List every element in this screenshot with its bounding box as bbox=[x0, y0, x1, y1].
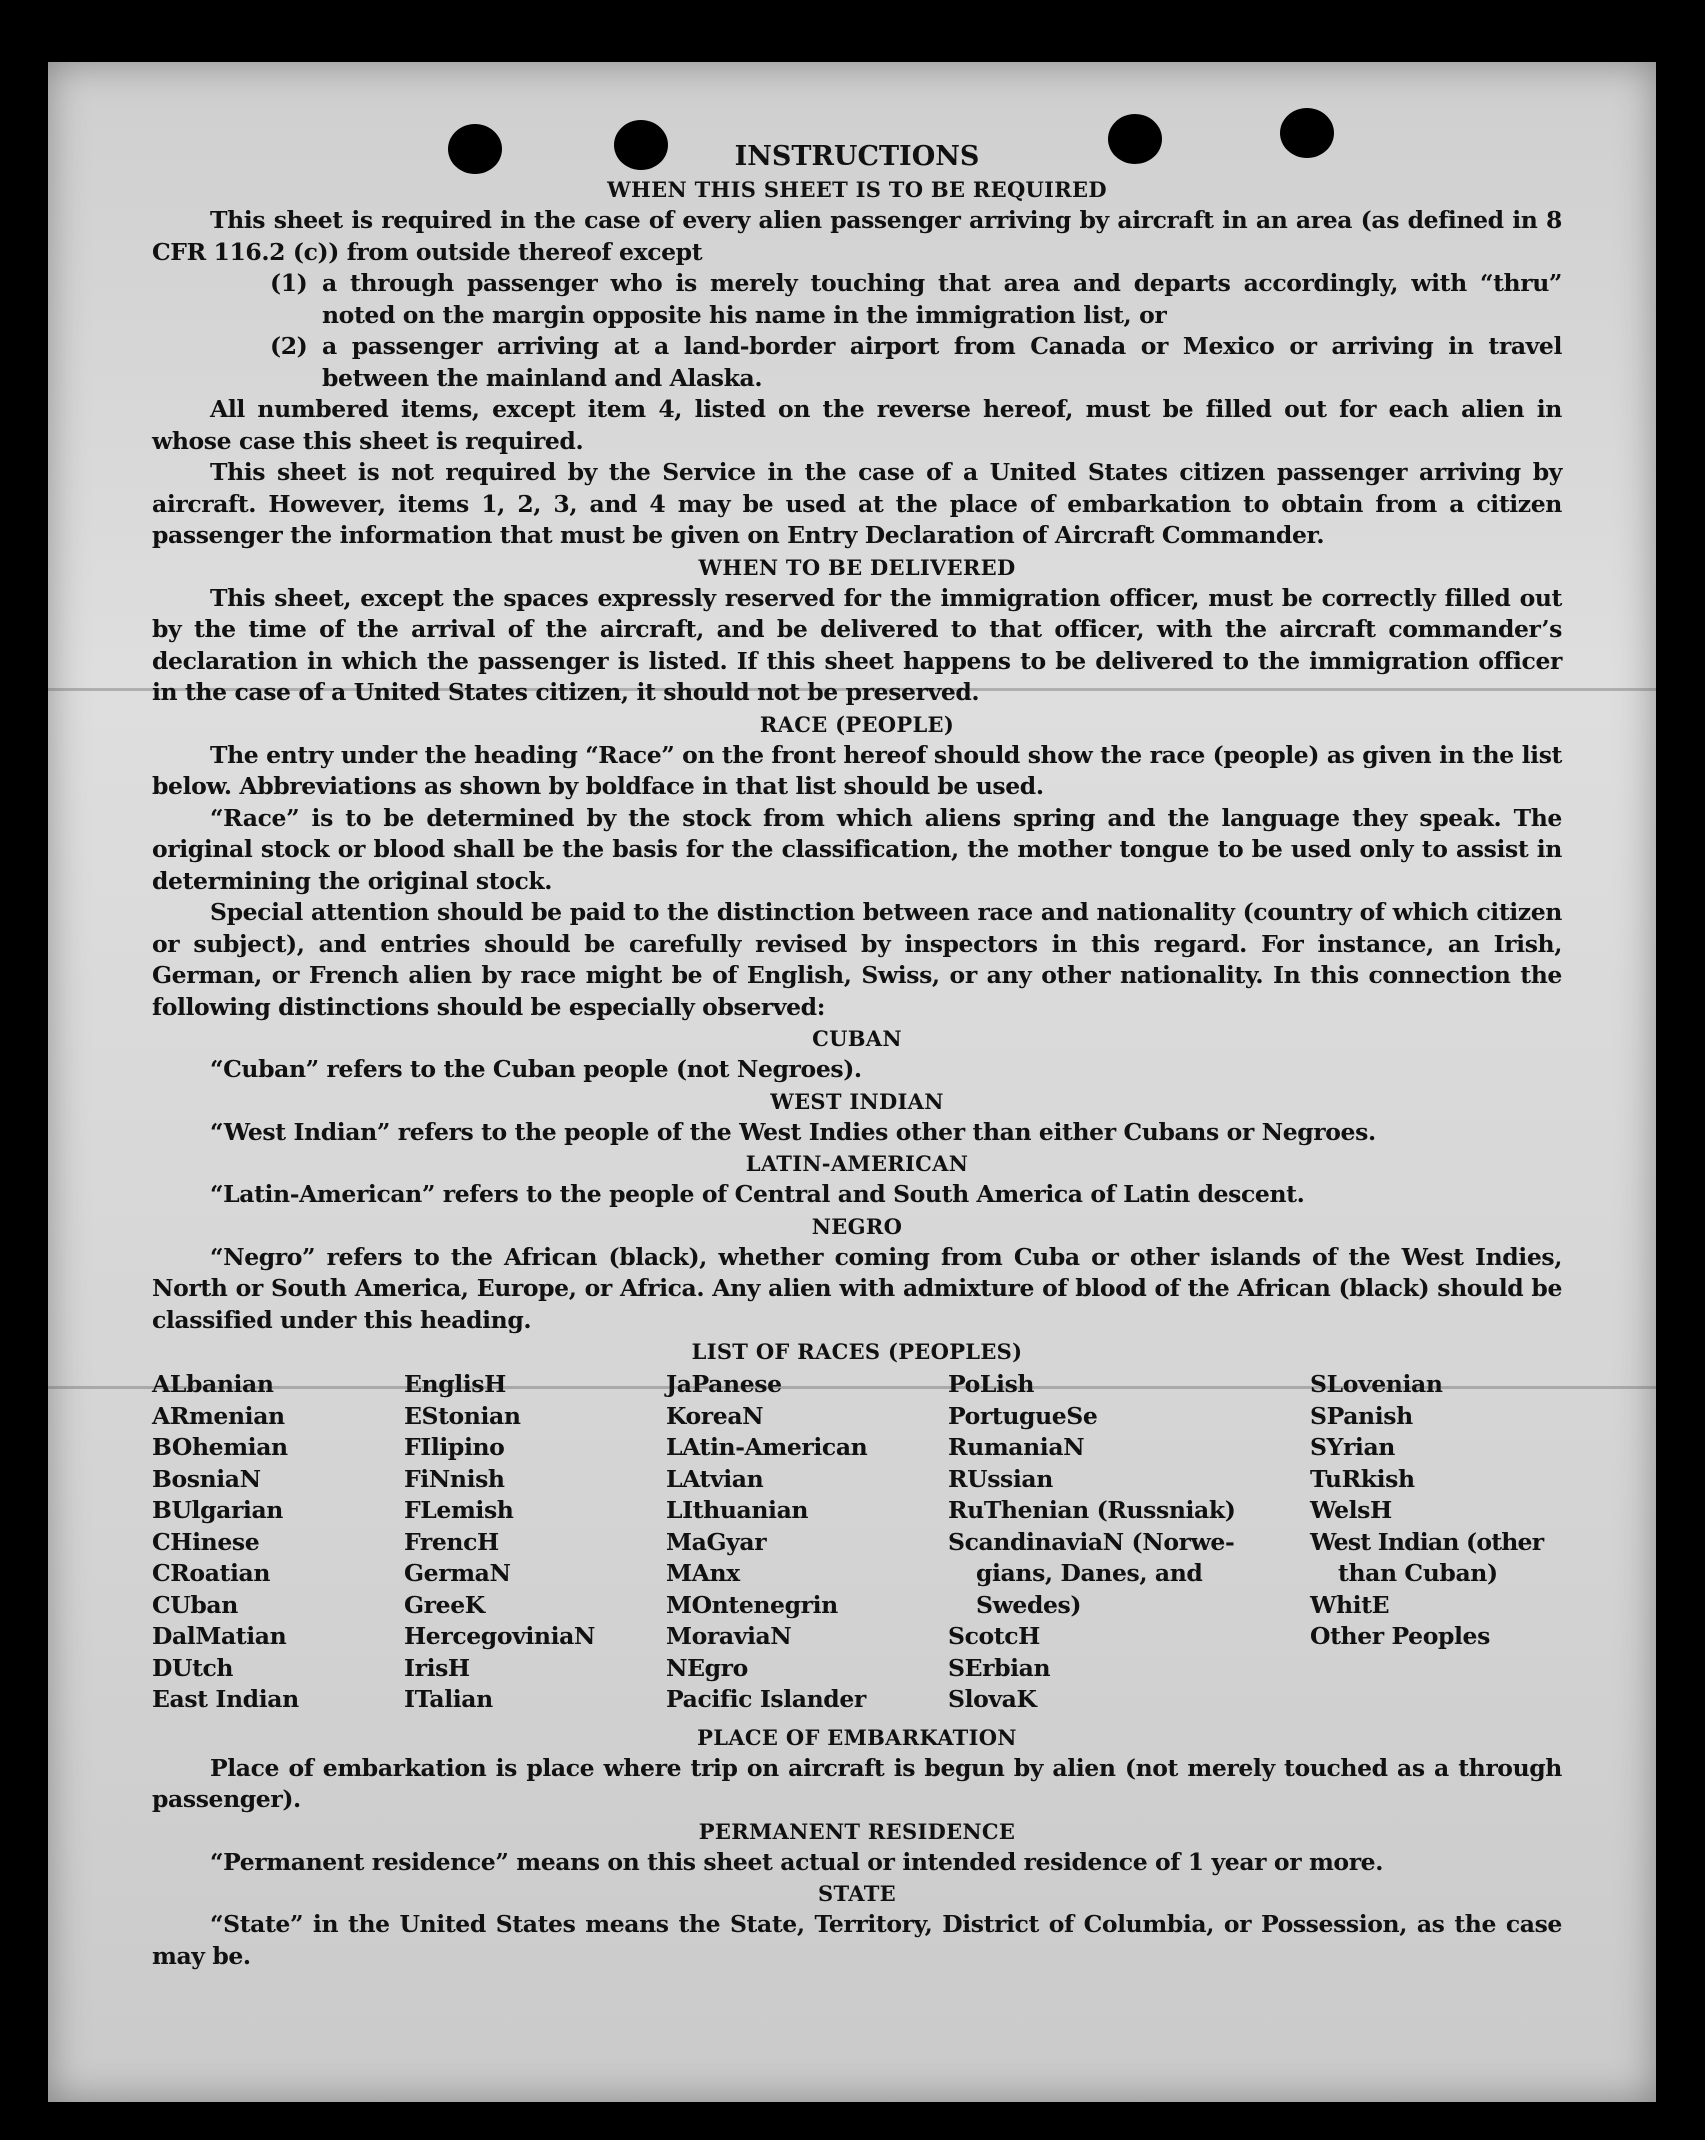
race-item: FIlipino bbox=[404, 1433, 505, 1461]
race-item: East Indian bbox=[152, 1685, 299, 1713]
paragraph: “Race” is to be determined by the stock from which aliens spring and the language they speak. The original stock or blood shall be the basis for the classification, the mother tongue to be used only to assist in determining the original stock. bbox=[152, 803, 1562, 895]
race-item: ScotcH bbox=[948, 1622, 1040, 1650]
race-item: SErbian bbox=[948, 1653, 1051, 1682]
race-item: FLemish bbox=[404, 1496, 514, 1524]
race-item: MOntenegrin bbox=[666, 1590, 838, 1619]
race-item: BOhemian bbox=[152, 1433, 288, 1461]
race-item: MaGyar bbox=[666, 1527, 767, 1556]
page-title: INSTRUCTIONS bbox=[734, 141, 980, 172]
section-heading-embarkation: PLACE OF EMBARKATION bbox=[697, 1724, 1017, 1750]
subheading-cuban: CUBAN bbox=[812, 1026, 902, 1051]
race-item: MAnx bbox=[666, 1559, 740, 1587]
race-item: LIthuanian bbox=[666, 1496, 809, 1524]
race-item: SLovenian bbox=[1310, 1370, 1443, 1398]
race-item: JaPanese bbox=[666, 1370, 782, 1398]
race-item: NEgro bbox=[666, 1653, 748, 1682]
race-item: DUtch bbox=[152, 1653, 234, 1682]
paragraph: This sheet is required in the case of every alien passenger arriving by aircraft in an area (as defined in 8 CFR 116.2 (c)) from outside thereof except bbox=[152, 206, 1562, 266]
race-item: ScandinaviaN (Norwe- bbox=[948, 1527, 1235, 1556]
item-number: (1) bbox=[270, 269, 308, 297]
race-item: WhitE bbox=[1310, 1590, 1390, 1619]
races-column-3 bbox=[666, 1369, 948, 1716]
races-column-5 bbox=[1310, 1369, 1550, 1716]
race-item: SlovaK bbox=[948, 1685, 1037, 1713]
race-item: BosniaN bbox=[152, 1464, 261, 1493]
race-item: RUssian bbox=[948, 1464, 1053, 1493]
paragraph: “Negro” refers to the African (black), whether coming from Cuba or other islands of the West Indies, North or South America, Europe, or Africa. Any alien with admixture of blood of the African (black) should be classified under this heading. bbox=[152, 1242, 1562, 1334]
race-item: ALbanian bbox=[152, 1370, 274, 1398]
paragraph: Place of embarkation is place where trip on aircraft is begun by alien (not merely touched as a through passenger). bbox=[152, 1753, 1562, 1813]
race-item: West Indian (other bbox=[1310, 1527, 1544, 1556]
race-item: GreeK bbox=[404, 1590, 485, 1619]
race-item: gians, Danes, and bbox=[976, 1559, 1203, 1587]
race-item: PoLish bbox=[948, 1370, 1035, 1398]
race-item: WelsH bbox=[1310, 1496, 1392, 1524]
race-item: ITalian bbox=[404, 1685, 493, 1713]
race-item: SYrian bbox=[1310, 1433, 1395, 1461]
item-text: a passenger arriving at a land-border airport from Canada or Mexico or arriving in travel between the mainland and Alaska. bbox=[322, 332, 1562, 392]
list-item bbox=[152, 268, 1562, 331]
races-list bbox=[152, 1369, 1562, 1716]
race-item: CHinese bbox=[152, 1527, 260, 1556]
subheading-west-indian: WEST INDIAN bbox=[770, 1088, 944, 1114]
item-text: a through passenger who is merely touching that area and departs accordingly, with “thru” noted on the margin opposite his name in the immigration list, or bbox=[322, 269, 1562, 329]
race-item: Other Peoples bbox=[1310, 1622, 1490, 1650]
race-item: LAtin-American bbox=[666, 1433, 868, 1461]
paragraph: This sheet, except the spaces expressly reserved for the immigration officer, must be correctly filled out by the time of the arrival of the aircraft, and be delivered to that officer, with the aircraft commander’s declaration in which the passenger is listed. If this sheet happens to be delivered to the immigration officer in the case of a United States citizen, it should not be preserved. bbox=[152, 583, 1562, 706]
races-column-1 bbox=[152, 1369, 404, 1716]
list-of-races-heading: LIST OF RACES (PEOPLES) bbox=[691, 1339, 1023, 1364]
race-item: SPanish bbox=[1310, 1401, 1413, 1430]
race-item: Swedes) bbox=[976, 1590, 1082, 1619]
item-number: (2) bbox=[270, 332, 308, 360]
race-item: FrencH bbox=[404, 1527, 499, 1556]
race-item: HercegoviniaN bbox=[404, 1622, 596, 1650]
race-item: LAtvian bbox=[666, 1464, 764, 1493]
races-column-4 bbox=[948, 1369, 1310, 1716]
race-item: PortugueSe bbox=[948, 1401, 1098, 1430]
paragraph: The entry under the heading “Race” on the front hereof should show the race (people) as given in the list below. Abbreviations as shown by boldface in that list should be used. bbox=[152, 740, 1562, 800]
race-item: BUlgarian bbox=[152, 1496, 283, 1524]
list-item bbox=[152, 331, 1562, 394]
paragraph: All numbered items, except item 4, listed on the reverse hereof, must be filled out for each alien in whose case this sheet is required. bbox=[152, 395, 1562, 455]
paragraph: “State” in the United States means the State, Territory, District of Columbia, or Possession, as the case may be. bbox=[152, 1910, 1562, 1970]
section-heading-state: STATE bbox=[818, 1881, 896, 1906]
paragraph: “Cuban” refers to the Cuban people (not Negroes). bbox=[210, 1055, 862, 1083]
paragraph: “Latin-American” refers to the people of Central and South America of Latin descent. bbox=[210, 1180, 1305, 1208]
section-heading-when-delivered: WHEN TO BE DELIVERED bbox=[698, 554, 1016, 580]
race-item: FiNnish bbox=[404, 1464, 505, 1493]
race-item: EStonian bbox=[404, 1401, 521, 1430]
section-heading-race: RACE (PEOPLE) bbox=[759, 711, 955, 737]
race-item: DalMatian bbox=[152, 1622, 287, 1650]
races-column-2 bbox=[404, 1369, 666, 1716]
race-item: than Cuban) bbox=[1338, 1559, 1498, 1587]
race-item: ARmenian bbox=[152, 1401, 285, 1430]
subheading-negro: NEGRO bbox=[811, 1213, 903, 1239]
paragraph: This sheet is not required by the Service in the case of a United States citizen passenger arriving by aircraft. However, items 1, 2, 3, and 4 may be used at the place of embarkation to obtain from a citizen passenger the information that must be given on Entry Declaration of Aircraft Commander. bbox=[152, 458, 1562, 549]
race-item: IrisH bbox=[404, 1653, 470, 1682]
race-item: EnglisH bbox=[404, 1370, 506, 1398]
instructions-page bbox=[152, 140, 1562, 1972]
race-item: KoreaN bbox=[666, 1401, 764, 1430]
race-item: CUban bbox=[152, 1590, 238, 1619]
race-item: Pacific Islander bbox=[666, 1685, 866, 1713]
race-item: RuThenian (Russniak) bbox=[948, 1496, 1236, 1524]
paragraph: Special attention should be paid to the distinction between race and nationality (country of which citizen or subject), and entries should be carefully revised by inspectors in this regard. For instance, an Irish, German, or French alien by race might be of English, Swiss, or any other nationality. In this connection the following distinctions should be especially observed: bbox=[152, 898, 1562, 1021]
race-item: CRoatian bbox=[152, 1559, 271, 1587]
race-item: RumaniaN bbox=[948, 1433, 1085, 1461]
race-item: TuRkish bbox=[1310, 1464, 1415, 1493]
paragraph: “Permanent residence” means on this sheet actual or intended residence of 1 year or more. bbox=[210, 1847, 1384, 1876]
section-heading-residence: PERMANENT RESIDENCE bbox=[698, 1818, 1016, 1844]
race-item: GermaN bbox=[404, 1559, 511, 1587]
subheading-latin-american: LATIN-AMERICAN bbox=[745, 1151, 969, 1176]
paragraph: “West Indian” refers to the people of the West Indies other than either Cubans or Negroes. bbox=[210, 1117, 1376, 1146]
section-heading-when-required: WHEN THIS SHEET IS TO BE REQUIRED bbox=[607, 177, 1107, 202]
race-item: MoraviaN bbox=[666, 1622, 792, 1650]
